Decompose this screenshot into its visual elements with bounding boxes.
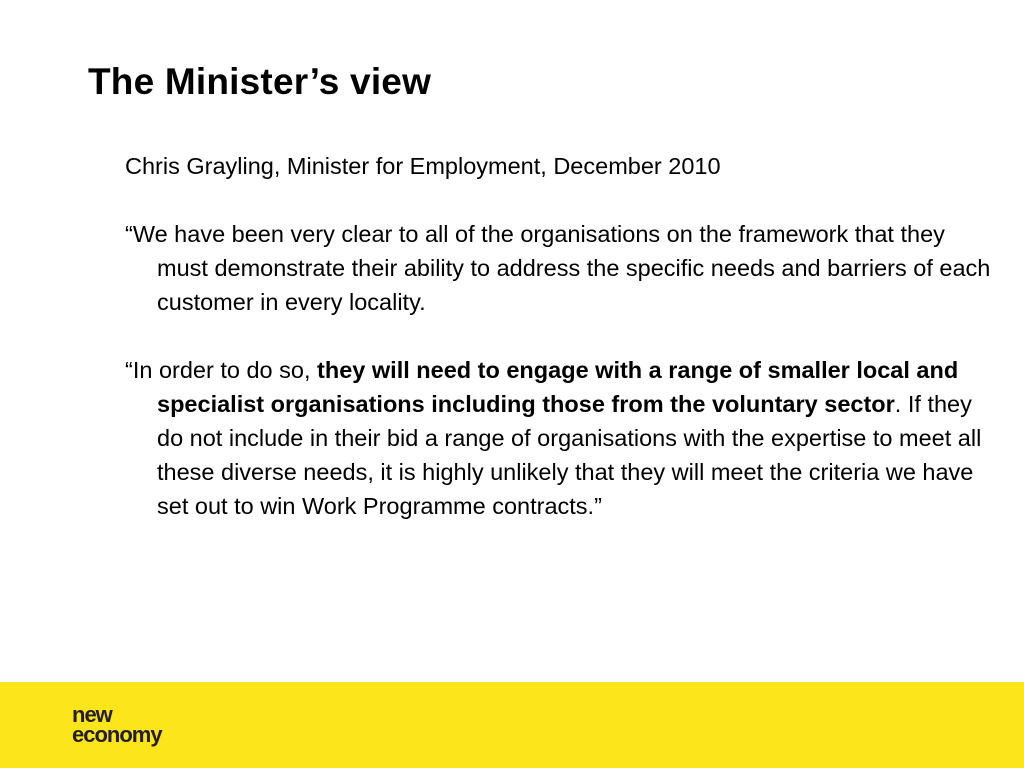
- quote-paragraph-2: [125, 353, 995, 523]
- quote-2-lead: “In order to do so,: [125, 357, 318, 383]
- logo-line-1: new: [72, 702, 112, 727]
- quote-2-emphasis: they will need to engage with a range of smaller local and specialist organisations including those from the voluntary sector: [157, 357, 959, 417]
- new-economy-logo: [72, 702, 162, 747]
- quote-paragraph-1: “We have been very clear to all of the organisations on the framework that they must demonstrate their ability to address the specific needs and barriers of each customer in every locality.: [125, 221, 991, 315]
- slide-title: The Minister’s view: [88, 61, 432, 102]
- footer-band: [0, 682, 1024, 768]
- quote-2-tail: . If they do not include in their bid a range of organisations with the expertise to meet all these diverse needs, it is highly unlikely that they will meet the criteria we have set out to win Work Programme contracts.”: [157, 391, 982, 519]
- logo-line-2: economy: [72, 722, 162, 747]
- quote-attribution: Chris Grayling, Minister for Employment, December 2010: [125, 153, 721, 179]
- slide-body: [125, 149, 995, 523]
